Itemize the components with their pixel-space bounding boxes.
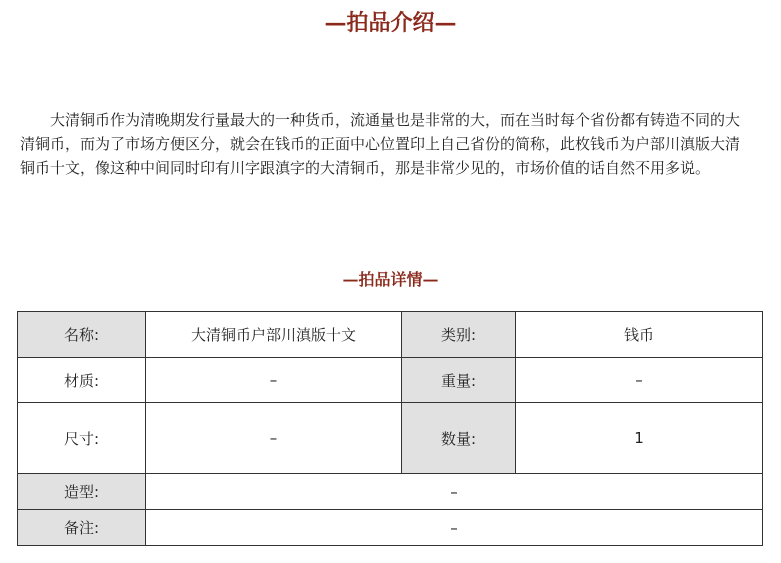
shape-label: 造型:: [18, 474, 146, 510]
intro-paragraph: 大清铜币作为清晚期发行量最大的一种货币，流通量也是非常的大，而在当时每个省份都有铸造不同的大清铜币，而为了市场方便区分，就会在钱币的正面中心位置印上自己省份的简称，此枚钱币为户部川滇版大清铜币十文，像这种中间同时印有川字跟滇字的大清铜币，那是非常少见的，市场价值的话自然不用多说。: [20, 111, 741, 177]
category-value: 钱币: [516, 312, 763, 358]
table-row: [18, 474, 763, 510]
remark-value: –: [146, 510, 763, 546]
details-title: —拍品详情—: [342, 270, 439, 289]
material-value: –: [146, 358, 402, 403]
category-label: 类别:: [402, 312, 516, 358]
intro-title: —拍品介绍—: [324, 10, 457, 36]
shape-value: –: [146, 474, 763, 510]
weight-value: –: [516, 358, 763, 403]
table-row: [18, 312, 763, 358]
size-value: –: [146, 403, 402, 474]
material-label: 材质:: [18, 358, 146, 403]
quantity-value: 1: [516, 403, 763, 474]
table-row: [18, 510, 763, 546]
table-row: [18, 358, 763, 403]
quantity-label: 数量:: [402, 403, 516, 474]
table-row: [18, 403, 763, 474]
name-value: 大清铜币户部川滇版十文: [146, 312, 402, 358]
name-label: 名称:: [18, 312, 146, 358]
remark-label: 备注:: [18, 510, 146, 546]
size-label: 尺寸:: [18, 403, 146, 474]
weight-label: 重量:: [402, 358, 516, 403]
details-table: [17, 311, 763, 546]
